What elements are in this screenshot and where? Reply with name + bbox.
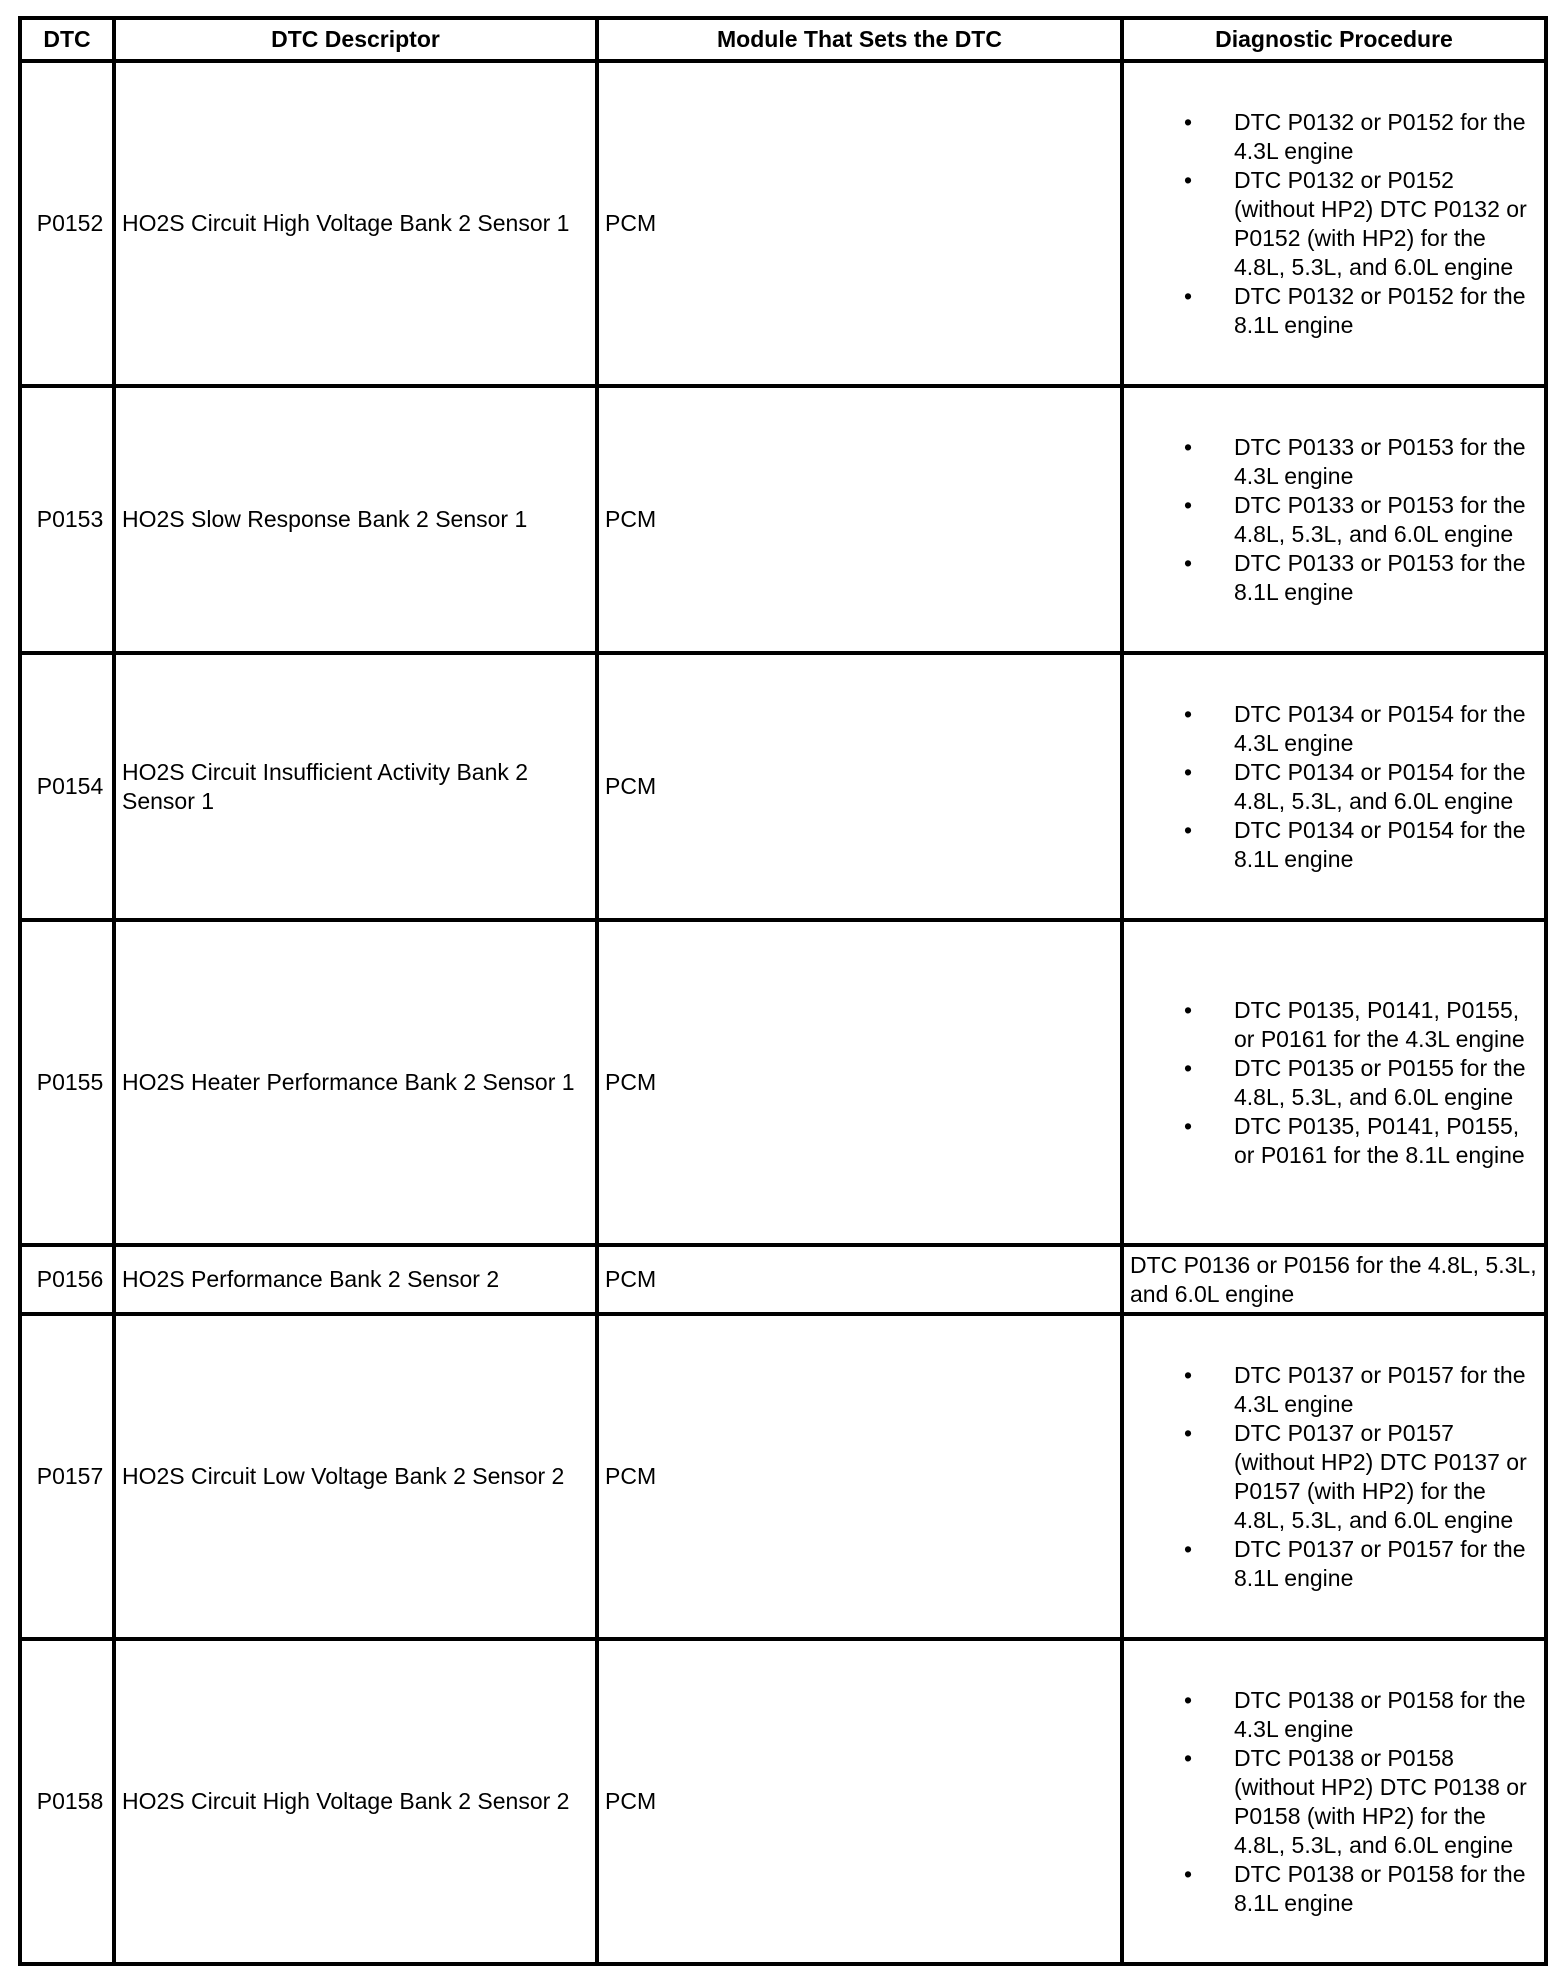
header-module: Module That Sets the DTC (597, 18, 1122, 61)
table-row (20, 920, 1546, 1245)
module-name: PCM (597, 386, 1122, 653)
dtc-code: P0157 (20, 1314, 114, 1639)
dtc-descriptor: HO2S Circuit High Voltage Bank 2 Sensor 1 (114, 61, 597, 386)
procedure-item: • DTC P0135 or P0155 for the 4.8L, 5.3L, and 6.0L engine (1130, 1054, 1544, 1112)
dtc-code: P0154 (20, 653, 114, 920)
dtc-descriptor: HO2S Heater Performance Bank 2 Sensor 1 (114, 920, 597, 1245)
module-name: PCM (597, 920, 1122, 1245)
procedure-item: • DTC P0133 or P0153 for the 4.3L engine (1130, 433, 1544, 491)
procedure-list (1130, 1686, 1544, 1918)
diagnostic-procedure (1122, 1639, 1546, 1964)
procedure-list (1130, 700, 1544, 874)
procedure-item: • DTC P0137 or P0157 (without HP2) DTC P0137 or P0157 (with HP2) for the 4.8L, 5.3L, and 6.0L engine (1130, 1419, 1544, 1535)
procedure-item: • DTC P0132 or P0152 for the 8.1L engine (1130, 282, 1544, 340)
procedure-item: • DTC P0138 or P0158 (without HP2) DTC P0138 or P0158 (with HP2) for the 4.8L, 5.3L, and 6.0L engine (1130, 1744, 1544, 1860)
procedure-item: • DTC P0138 or P0158 for the 8.1L engine (1130, 1860, 1544, 1918)
procedure-list (1130, 108, 1544, 340)
dtc-code: P0155 (20, 920, 114, 1245)
table-row (20, 1639, 1546, 1964)
module-name: PCM (597, 1245, 1122, 1314)
header-row (20, 18, 1546, 61)
header-procedure: Diagnostic Procedure (1122, 18, 1546, 61)
dtc-descriptor: HO2S Circuit High Voltage Bank 2 Sensor 2 (114, 1639, 597, 1964)
dtc-code: P0156 (20, 1245, 114, 1314)
diagnostic-procedure (1122, 386, 1546, 653)
dtc-descriptor: HO2S Circuit Low Voltage Bank 2 Sensor 2 (114, 1314, 597, 1639)
procedure-list (1130, 433, 1544, 607)
table-row (20, 1245, 1546, 1314)
procedure-item: • DTC P0135, P0141, P0155, or P0161 for the 8.1L engine (1130, 1112, 1544, 1170)
procedure-item: • DTC P0132 or P0152 (without HP2) DTC P0132 or P0152 (with HP2) for the 4.8L, 5.3L, and 6.0L engine (1130, 166, 1544, 282)
module-name: PCM (597, 61, 1122, 386)
module-name: PCM (597, 653, 1122, 920)
procedure-item: • DTC P0138 or P0158 for the 4.3L engine (1130, 1686, 1544, 1744)
diagnostic-procedure (1122, 1314, 1546, 1639)
header-descriptor: DTC Descriptor (114, 18, 597, 61)
dtc-descriptor: HO2S Performance Bank 2 Sensor 2 (114, 1245, 597, 1314)
dtc-code: P0158 (20, 1639, 114, 1964)
dtc-descriptor: HO2S Circuit Insufficient Activity Bank 2 Sensor 1 (114, 653, 597, 920)
procedure-item: • DTC P0132 or P0152 for the 4.3L engine (1130, 108, 1544, 166)
procedure-item: • DTC P0133 or P0153 for the 4.8L, 5.3L, and 6.0L engine (1130, 491, 1544, 549)
dtc-descriptor: HO2S Slow Response Bank 2 Sensor 1 (114, 386, 597, 653)
procedure-item: • DTC P0135, P0141, P0155, or P0161 for the 4.3L engine (1130, 996, 1544, 1054)
dtc-code: P0152 (20, 61, 114, 386)
procedure-item: • DTC P0137 or P0157 for the 8.1L engine (1130, 1535, 1544, 1593)
table-row (20, 386, 1546, 653)
diagnostic-procedure (1122, 653, 1546, 920)
diagnostic-procedure: DTC P0136 or P0156 for the 4.8L, 5.3L, and 6.0L engine (1122, 1245, 1546, 1314)
procedure-item: • DTC P0134 or P0154 for the 4.8L, 5.3L, and 6.0L engine (1130, 758, 1544, 816)
procedure-list (1130, 1361, 1544, 1593)
table-row (20, 61, 1546, 386)
module-name: PCM (597, 1639, 1122, 1964)
procedure-item: • DTC P0137 or P0157 for the 4.3L engine (1130, 1361, 1544, 1419)
dtc-table (18, 16, 1548, 1966)
table-row (20, 1314, 1546, 1639)
dtc-code: P0153 (20, 386, 114, 653)
header-dtc: DTC (20, 18, 114, 61)
diagnostic-procedure (1122, 61, 1546, 386)
procedure-list (1130, 996, 1544, 1170)
procedure-item: • DTC P0134 or P0154 for the 8.1L engine (1130, 816, 1544, 874)
module-name: PCM (597, 1314, 1122, 1639)
procedure-item: • DTC P0134 or P0154 for the 4.3L engine (1130, 700, 1544, 758)
diagnostic-procedure (1122, 920, 1546, 1245)
procedure-item: • DTC P0133 or P0153 for the 8.1L engine (1130, 549, 1544, 607)
table-row (20, 653, 1546, 920)
